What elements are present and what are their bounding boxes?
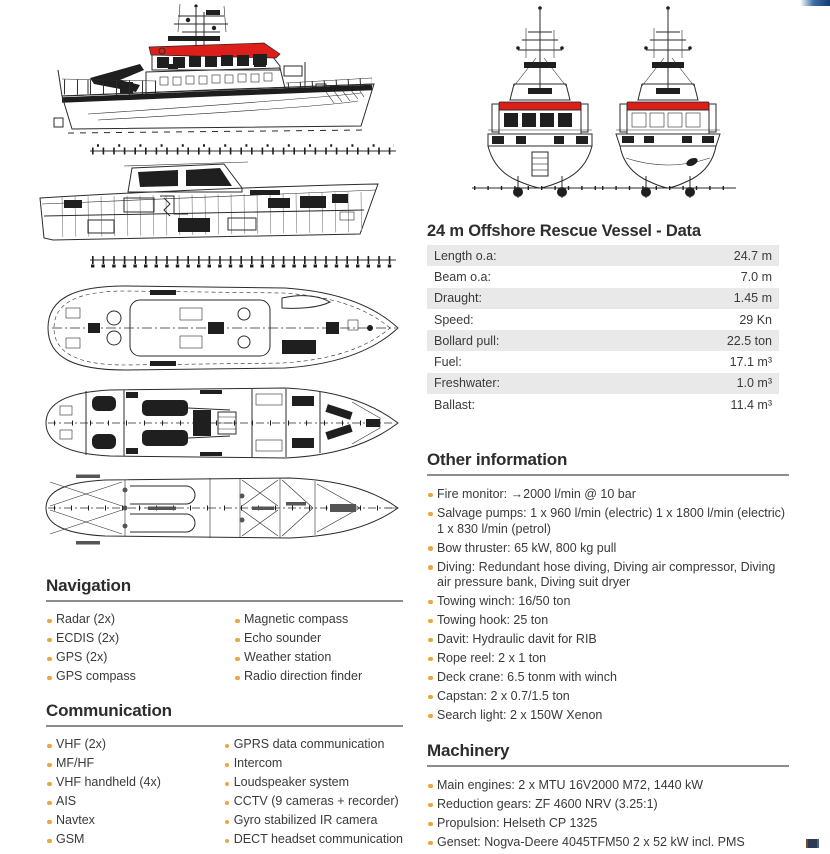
red-band [499, 102, 581, 110]
bullet-icon [46, 738, 56, 751]
bullet-icon [427, 613, 437, 629]
two-column-list [46, 613, 403, 689]
bullet-icon [46, 613, 56, 626]
table-row [427, 245, 779, 266]
list-item: Echo sounder [234, 632, 403, 645]
list-column [224, 738, 403, 852]
list-item: GPRS data communication [224, 738, 403, 751]
inboard-profile-drawing [28, 160, 420, 276]
list-column [234, 613, 403, 689]
list-item: Magnetic compass [234, 613, 403, 626]
table-row [427, 330, 779, 351]
bullet-icon [46, 814, 56, 827]
bullet-list [427, 487, 789, 724]
table-row [427, 394, 779, 415]
page-title: 24 m Offshore Rescue Vessel - Data [427, 222, 701, 240]
list-item: Navtex [46, 814, 224, 827]
row-label: Freshwater: [434, 376, 500, 391]
mast [168, 4, 228, 48]
bullet-icon [46, 795, 56, 808]
bullet-icon [427, 560, 437, 591]
list-item: Deck crane: 6.5 tonm with winch [427, 670, 789, 686]
list-item: MF/HF [46, 757, 224, 770]
list-item: Bow thruster: 65 kW, 800 kg pull [427, 541, 789, 557]
other-information-section [427, 450, 789, 727]
row-value: 29 Kn [739, 312, 772, 327]
list-item: Reduction gears: ZF 4600 NRV (3.25:1) [427, 797, 789, 813]
bullet-icon [427, 506, 437, 537]
frame-ruler [90, 260, 396, 266]
bullet-icon [427, 670, 437, 686]
row-value: 22.5 ton [726, 333, 772, 348]
spec-table [427, 245, 779, 415]
list-item: Towing winch: 16/50 ton [427, 594, 789, 610]
footer-logo-stub [806, 839, 819, 848]
row-label: Speed: [434, 312, 474, 327]
row-label: Bollard pull: [434, 333, 500, 348]
list-item: GPS (2x) [46, 651, 234, 664]
bullet-icon [234, 613, 244, 626]
row-label: Length o.a: [434, 248, 497, 263]
bullet-icon [427, 797, 437, 813]
bullet-icon [46, 651, 56, 664]
list-item: Intercom [224, 757, 403, 770]
row-label: Ballast: [434, 397, 475, 412]
list-item: GPS compass [46, 670, 234, 683]
list-item: Towing hook: 25 ton [427, 613, 789, 629]
communication-section [46, 701, 403, 852]
list-item: Main engines: 2 x MTU 16V2000 M72, 1440 kW [427, 778, 789, 794]
row-label: Beam o.a: [434, 269, 491, 284]
list-item: Davit: Hydraulic davit for RIB [427, 632, 789, 648]
list-item: Salvage pumps: 1 x 960 l/min (electric) 1 x 1800 l/min (electric) 1 x 830 l/min (petrol) [427, 506, 789, 537]
row-label: Draught: [434, 291, 482, 306]
bullet-icon [46, 757, 56, 770]
bullet-icon [224, 795, 234, 808]
section-heading: Navigation [46, 576, 403, 602]
list-item: Weather station [234, 651, 403, 664]
bullet-icon [234, 632, 244, 645]
end-views-drawing [420, 0, 830, 212]
list-item: Capstan: 2 x 0.7/1.5 ton [427, 689, 789, 705]
tank-labels [76, 475, 356, 545]
bow-view [600, 6, 736, 198]
side-profile-drawing [28, 2, 420, 158]
bullet-icon [224, 814, 234, 827]
list-item: Radar (2x) [46, 613, 234, 626]
row-value: 1.45 m [733, 291, 772, 306]
navigation-section [46, 576, 403, 689]
hull [54, 84, 374, 133]
list-item: DECT headset communication [224, 833, 403, 846]
table-row [427, 266, 779, 287]
list-item: Loudspeaker system [224, 776, 403, 789]
bullet-icon [427, 594, 437, 610]
section-heading: Other information [427, 450, 789, 476]
bullet-icon [224, 776, 234, 789]
list-item: AIS [46, 795, 224, 808]
list-item: Diving: Redundant hose diving, Diving air compressor, Diving air pressure bank, Diving suit dryer [427, 560, 789, 591]
two-column-list [46, 738, 403, 852]
section-heading: Communication [46, 701, 403, 727]
list-column [46, 738, 224, 852]
list-item: GSM [46, 833, 224, 846]
list-item: Radio direction finder [234, 670, 403, 683]
row-value: 7.0 m [740, 269, 772, 284]
list-column [46, 613, 234, 689]
list-item: CCTV (9 cameras + recorder) [224, 795, 403, 808]
list-item: Search light: 2 x 150W Xenon [427, 708, 789, 724]
table-row [427, 309, 779, 330]
scale-ruler [90, 146, 396, 152]
list-item: ECDIS (2x) [46, 632, 234, 645]
bullet-icon [427, 708, 437, 724]
bullet-icon [224, 738, 234, 751]
section-heading: Machinery [427, 741, 789, 767]
bullet-icon [224, 833, 234, 846]
bullet-icon [46, 833, 56, 846]
list-item: Rope reel: 2 x 1 ton [427, 651, 789, 667]
bullet-icon [427, 778, 437, 794]
list-item: Genset: Nogva-Deere 4045TFM50 2 x 52 kW incl. PMS [427, 835, 789, 851]
bullet-list [427, 778, 789, 851]
table-row [427, 373, 779, 394]
bullet-icon [427, 487, 437, 503]
stern-view [472, 6, 608, 198]
wheelhouse [124, 162, 248, 192]
bullet-icon [46, 632, 56, 645]
bullet-icon [427, 541, 437, 557]
bullet-icon [427, 835, 437, 851]
bullet-icon [224, 757, 234, 770]
bullet-icon [234, 651, 244, 664]
list-item: Gyro stabilized IR camera [224, 814, 403, 827]
main-deck-plan-drawing [30, 278, 420, 378]
bullet-icon [234, 670, 244, 683]
bullet-icon [427, 651, 437, 667]
list-item: Propulsion: Helseth CP 1325 [427, 816, 789, 832]
row-value: 1.0 m³ [736, 376, 772, 391]
list-item: Fire monitor: →2000 l/min @ 10 bar [427, 487, 789, 503]
bullet-icon [46, 776, 56, 789]
tank-plan-drawing [30, 468, 420, 552]
row-value: 24.7 m [733, 248, 772, 263]
bullet-icon [427, 816, 437, 832]
red-band [627, 102, 709, 110]
row-value: 17.1 m³ [729, 355, 772, 370]
list-item: VHF handheld (4x) [46, 776, 224, 789]
bullet-icon [427, 689, 437, 705]
row-value: 11.4 m³ [730, 397, 772, 412]
machinery-section [427, 741, 789, 854]
bullet-icon [46, 670, 56, 683]
bullet-icon [427, 632, 437, 648]
list-item: VHF (2x) [46, 738, 224, 751]
lower-deck-plan-drawing [30, 378, 420, 468]
table-row [427, 351, 779, 372]
row-label: Fuel: [434, 355, 462, 370]
table-row [427, 288, 779, 309]
